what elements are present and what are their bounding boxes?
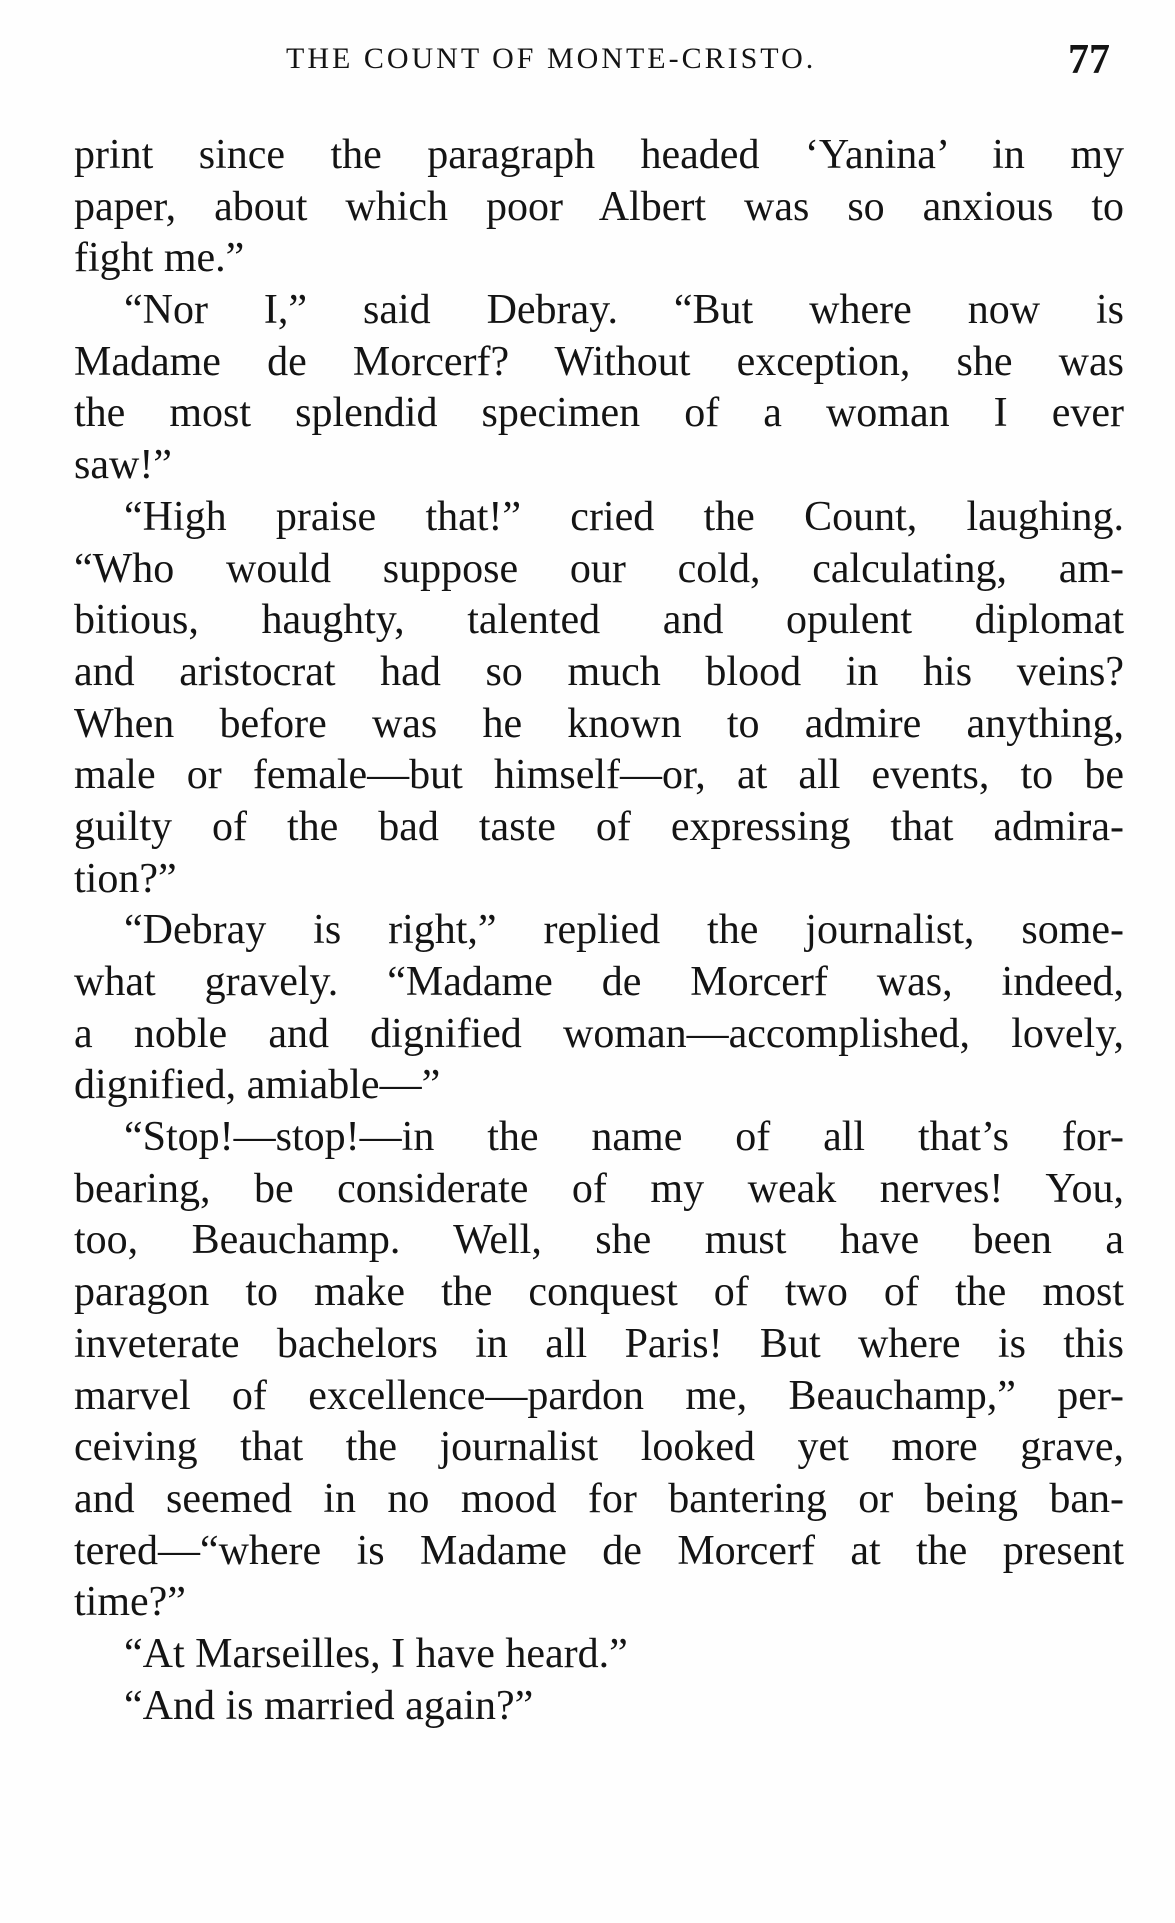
text-line: and aristocrat had so much blood in his veins? bbox=[74, 648, 1124, 695]
text-line: tion?” bbox=[74, 855, 177, 902]
text-line: too, Beauchamp. Well, she must have been a bbox=[74, 1217, 1124, 1264]
text-line: “At Marseilles, I have heard.” bbox=[124, 1630, 628, 1677]
text-line: “Who would suppose our cold, calculating, am- bbox=[74, 545, 1124, 592]
text-line: guilty of the bad taste of expressing that admira- bbox=[74, 803, 1124, 850]
text-line: ceiving that the journalist looked yet more grave, bbox=[74, 1424, 1124, 1471]
text-line: “Stop!—stop!—in the name of all that’s for- bbox=[124, 1114, 1124, 1161]
body-text bbox=[74, 130, 1124, 1732]
running-title: THE COUNT OF MONTE-CRISTO. bbox=[286, 42, 817, 75]
text-line: the most splendid specimen of a woman I ever bbox=[74, 390, 1124, 437]
text-line: fight me.” bbox=[74, 235, 245, 282]
text-line: male or female—but himself—or, at all events, to be bbox=[74, 752, 1124, 799]
text-line: Madame de Morcerf? Without exception, she was bbox=[74, 338, 1124, 385]
text-line: saw!” bbox=[74, 442, 172, 489]
text-line: tered—“where is Madame de Morcerf at the present bbox=[74, 1527, 1124, 1574]
page-number: 77 bbox=[1068, 37, 1110, 83]
text-line: inveterate bachelors in all Paris! But where is this bbox=[74, 1320, 1124, 1367]
text-line: time?” bbox=[74, 1579, 186, 1626]
text-line: what gravely. “Madame de Morcerf was, indeed, bbox=[74, 959, 1124, 1005]
text-line: print since the paragraph headed ‘Yanina’ in my bbox=[74, 132, 1124, 178]
text-line: dignified, amiable—” bbox=[74, 1062, 441, 1109]
text-line: bitious, haughty, talented and opulent diplomat bbox=[74, 597, 1124, 644]
text-line: paper, about which poor Albert was so anxious to bbox=[74, 183, 1124, 230]
text-line: “Debray is right,” replied the journalist, some- bbox=[124, 907, 1124, 954]
text-line: “High praise that!” cried the Count, laughing. bbox=[124, 493, 1124, 540]
text-line: “Nor I,” said Debray. “But where now is bbox=[124, 287, 1124, 334]
text-line: bearing, be considerate of my weak nerves! You, bbox=[74, 1165, 1124, 1212]
text-line: a noble and dignified woman—accomplished, lovely, bbox=[74, 1010, 1124, 1057]
running-head bbox=[74, 36, 1124, 86]
text-line: paragon to make the conquest of two of the most bbox=[74, 1269, 1124, 1316]
text-line: marvel of excellence—pardon me, Beauchamp,” per- bbox=[74, 1372, 1124, 1419]
text-line: “And is married again?” bbox=[124, 1682, 534, 1729]
text-line: When before was he known to admire anything, bbox=[74, 700, 1124, 747]
text-line: and seemed in no mood for bantering or being ban- bbox=[74, 1475, 1124, 1522]
